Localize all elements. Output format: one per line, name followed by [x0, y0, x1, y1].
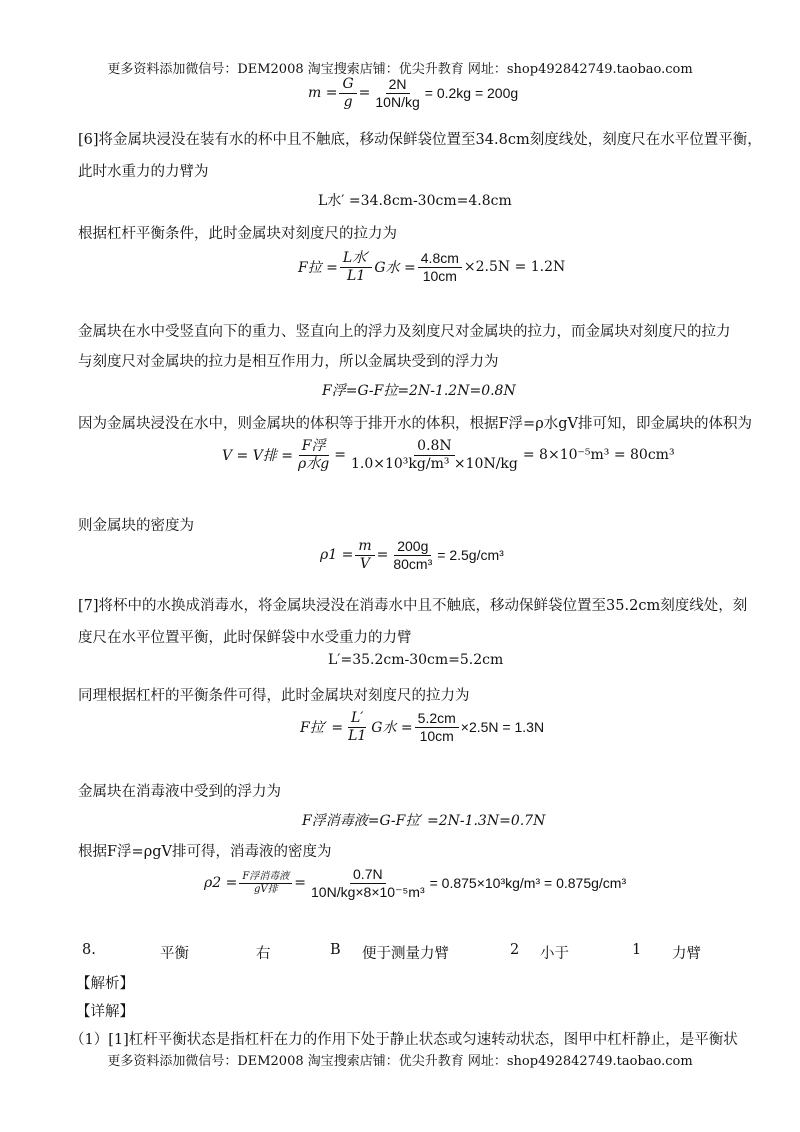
fraction: $\frac{\text{L水′}}{L1}$ [340, 250, 372, 285]
answer-5: 2 [510, 942, 520, 958]
equation-lever-arm-2: L′=35.2cm-30cm=5.2cm [328, 652, 504, 668]
paragraph-density: 则金属块的密度为 [78, 518, 194, 534]
paragraph-buoyancy-1: 金属块在水中受竖直向下的重力、竖直向上的浮力及刻度尺对金属块的拉力，而金属块对刻度尺的拉力 [78, 324, 731, 340]
fraction: $\frac{2N}{10N/kg}$ [375, 76, 420, 110]
fraction: $\frac{4.8cm}{10cm}$ [418, 250, 462, 285]
paragraph-buoyancy-2: 与刻度尺对金属块的拉力是相互作用力，所以金属块受到的浮力为 [78, 354, 499, 370]
answer-4: 便于测量力臂 [362, 946, 449, 962]
paragraph-buoyancy-3: 金属块在消毒液中受到的浮力为 [78, 784, 281, 800]
equation-buoyancy: F浮=G-F拉=2N-1.2N=0.8N [322, 383, 516, 399]
equation-pull-force: F拉 = $\frac{\text{L水′}}{L1}$ G水 = $\frac{4.8cm}{10cm}$ ×2.5N = 1.2N [298, 250, 566, 284]
question-number: 8. [82, 942, 96, 958]
paragraph-7-line2: 度尺在水平位置平衡，此时保鲜袋中水受重力的力臂 [78, 630, 412, 646]
paragraph-6-line1: [6]将金属块浸没在装有水的杯中且不触底，移动保鲜袋位置至34.8cm刻度线处，刻度尺在水平位置平衡， [78, 132, 762, 148]
detail-heading: 【详解】 [76, 1004, 134, 1020]
answer-7: 1 [632, 942, 642, 958]
answer-3: B [330, 942, 341, 958]
page-header: 更多资料添加微信号：DEM2008 淘宝搜索店铺：优尖升教育 网址：shop492842749.taobao.com [107, 62, 693, 77]
answer-1: 平衡 [160, 946, 189, 962]
paragraph-lever-1: 根据杠杆平衡条件，此时金属块对刻度尺的拉力为 [78, 226, 397, 242]
equation-pull-force-2: F拉′ = $\frac{L'}{L1}$ G水 = $\frac{5.2cm}{10cm}$ ×2.5N = 1.3N [300, 710, 545, 744]
answer-2: 右 [256, 946, 271, 962]
eq-lhs: m = [308, 85, 338, 102]
fraction: $\frac{5.2cm}{10cm}$ [415, 710, 459, 745]
answer-row-8 [0, 942, 800, 962]
fraction: $\frac{0.8N}{\text{1.0×10³kg/m³ ×10N/kg}}$ [350, 438, 518, 472]
fraction: $\frac{m}{V}$ [355, 538, 374, 573]
answer-6: 小于 [540, 946, 569, 962]
equation-buoyancy-2: F浮消毒液=G-F拉′ =2N-1.3N=0.7N [302, 813, 546, 829]
equation-volume: V = V排 = $\frac{\text{F浮}}{\text{ρ水g}}$ = $\frac{0.8N}{\text{1.0×10³kg/m³ ×10N/kg}}$ = 8×10⁻⁵m³ = 80cm³ [222, 438, 675, 472]
fraction: $\frac{\text{F浮}}{\text{ρ水g}}$ [298, 438, 330, 472]
answer-8: 力臂 [672, 946, 701, 962]
fraction: $\frac{L'}{L1}$ [348, 710, 367, 744]
paragraph-6-line2: 此时水重力的力臂为 [78, 164, 209, 180]
fraction: $\frac{G}{g}$ [339, 76, 356, 111]
analysis-heading: 【解析】 [76, 976, 134, 992]
equation-mass: m = $\frac{G}{g}$ = $\frac{2N}{10N/kg}$ = 0.2kg = 200g [308, 76, 519, 110]
paragraph-lever-2: 同理根据杠杆的平衡条件可得，此时金属块对刻度尺的拉力为 [78, 688, 470, 704]
paragraph-7-line1: [7]将杯中的水换成消毒水，将金属块浸没在消毒水中且不触底，移动保鲜袋位置至35.2cm刻度线处，刻 [78, 598, 748, 614]
paragraph-volume: 因为金属块浸没在水中，则金属块的体积等于排开水的体积，根据F浮=ρ水gV排可知，即金属块的体积为 [78, 416, 752, 432]
eq-result: = 0.2kg = 200g [424, 85, 519, 102]
equation-lever-arm-water: L水′ =34.8cm-30cm=4.8cm [318, 193, 512, 209]
paragraph-detail-1: （1）[1]杠杆平衡状态是指杠杆在力的作用下处于静止状态或匀速转动状态，图甲中杠杆静止，是平衡状 [70, 1032, 738, 1048]
fraction: $\frac{200g}{\text{80cm³}}$ [393, 538, 433, 572]
equation-density-1: ρ1 = $\frac{m}{V}$ = $\frac{200g}{\text{80cm³}}$ = 2.5g/cm³ [320, 538, 504, 572]
fraction: $\frac{0.7N}{\text{10N/kg×8×10⁻⁵m³}}$ [311, 866, 425, 900]
fraction: $\frac{\text{F浮消毒液}}{\text{gV排}}$ [239, 871, 292, 896]
paragraph-density-2: 根据F浮=ρgV排可得，消毒液的密度为 [78, 844, 332, 860]
page-footer: 更多资料添加微信号：DEM2008 淘宝搜索店铺：优尖升教育 网址：shop492842749.taobao.com [107, 1054, 693, 1069]
equation-density-2: ρ2 = $\frac{\text{F浮消毒液}}{\text{gV排}}$ = $\frac{0.7N}{\text{10N/kg×8×10⁻⁵m³}}$ = 0.875×10³kg/m³ = 0.875g/cm³ [204, 866, 627, 900]
